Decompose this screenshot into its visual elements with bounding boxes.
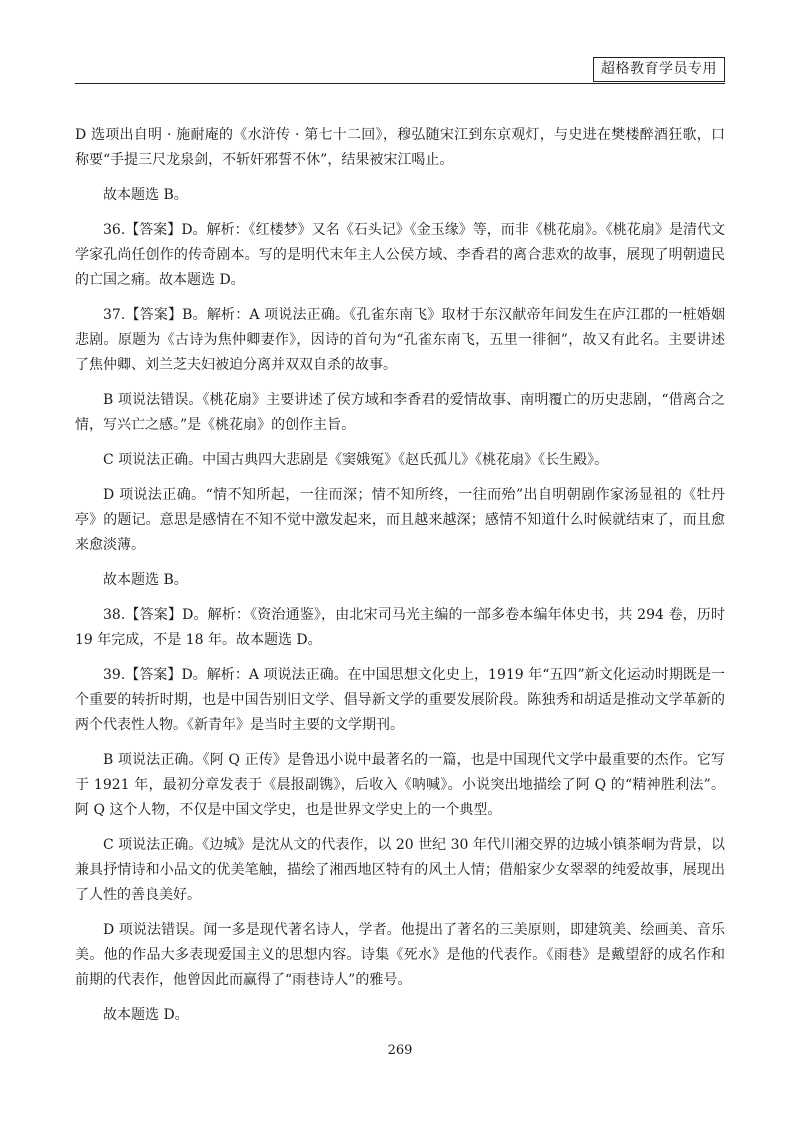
page-number: 269 bbox=[387, 1043, 413, 1058]
paragraph-39-option-c: C 项说法正确。《边城》是沈从文的代表作，以 20 世纪 30 年代川湘交界的边城小镇茶峒为背景，以兼具抒情诗和小品文的优美笔触，描绘了湘西地区特有的风土人情；借船家少女翠翠的纯爱故事，展现出了人性的善良美好。 bbox=[75, 837, 725, 903]
paragraph-37-conclusion: 故本题选 B。 bbox=[103, 572, 188, 588]
paragraph-35-option-d: D 选项出自明 · 施耐庵的《水浒传 · 第七十二回》，穆弘随宋江到东京观灯，与史进在樊楼醉酒狂歌，口称要“手提三尺龙泉剑，不斩奸邪誓不休”，结果被宋江喝止。 bbox=[75, 127, 725, 168]
paragraph-38-answer: 38.【答案】D。解析：《资治通鉴》，由北宋司马光主编的一部多卷本编年体史书，共 294 卷，历时 19 年完成，不是 18 年。故本题选 D。 bbox=[75, 607, 725, 648]
paragraph-36-answer: 36.【答案】D。解析：《红楼梦》又名《石头记》《金玉缘》等，而非《桃花扇》。《桃花扇》是清代文学家孔尚任创作的传奇剧本。写的是明代末年主人公侯方域、李香君的离合悲欢的故事，展现了明朝遗民的亡国之痛。故本题选 D。 bbox=[75, 222, 725, 288]
paragraph-39-option-d: D 项说法错误。闻一多是现代著名诗人，学者。他提出了著名的三美原则，即建筑美、绘画美、音乐美。他的作品大多表现爱国主义的思想内容。诗集《死水》是他的代表作。《雨巷》是戴望舒的成名作和前期的代表作，他曾因此而赢得了“雨巷诗人”的雅号。 bbox=[75, 922, 725, 988]
header-label: 超格教育学员专用 bbox=[593, 57, 725, 82]
answer-explanations bbox=[75, 123, 725, 1038]
paragraph-37-option-d: D 项说法正确。“情不知所起，一往而深；情不知所终，一往而殆”出自明朝剧作家汤显祖的《牡丹亭》的题记。意思是感情在不知不觉中激发起来，而且越来越深；感情不知道什么时候就结束了，而且愈来愈淡薄。 bbox=[75, 487, 725, 553]
paragraph-39-option-b: B 项说法正确。《阿 Q 正传》是鲁迅小说中最著名的一篇，也是中国现代文学中最重要的杰作。它写于 1921 年，最初分章发表于《晨报副镌》，后收入《呐喊》。小说突出地描绘了阿 Q 的“精神胜利法”。阿 Q 这个人物，不仅是中国文学史，也是世界文学史上的一个典型。 bbox=[75, 752, 725, 818]
paragraph-39-conclusion: 故本题选 D。 bbox=[103, 1007, 189, 1023]
paragraph-37-option-c: C 项说法正确。中国古典四大悲剧是《窦娥冤》《赵氏孤儿》《桃花扇》《长生殿》。 bbox=[103, 452, 609, 468]
paragraph-37-answer: 37.【答案】B。解析：A 项说法正确。《孔雀东南飞》取材于东汉献帝年间发生在庐江郡的一桩婚姻悲剧。原题为《古诗为焦仲卿妻作》，因诗的首句为“孔雀东南飞，五里一徘徊”，故又有此名。主要讲述了焦仲卿、刘兰芝夫妇被迫分离并双双自杀的故事。 bbox=[75, 307, 725, 373]
paragraph-39-answer: 39.【答案】D。解析：A 项说法正确。在中国思想文化史上，1919 年“五四”新文化运动时期既是一个重要的转折时期，也是中国告别旧文学、倡导新文学的重要发展阶段。陈独秀和胡适是推动文学革新的两个代表性人物。《新青年》是当时主要的文学期刊。 bbox=[75, 667, 725, 733]
header-rule bbox=[75, 83, 725, 84]
paragraph-37-option-b: B 项说法错误。《桃花扇》主要讲述了侯方域和李香君的爱情故事、南明覆亡的历史悲剧，“借离合之情，写兴亡之感。”是《桃花扇》的创作主旨。 bbox=[75, 392, 725, 433]
paragraph-35-conclusion: 故本题选 B。 bbox=[103, 187, 188, 203]
